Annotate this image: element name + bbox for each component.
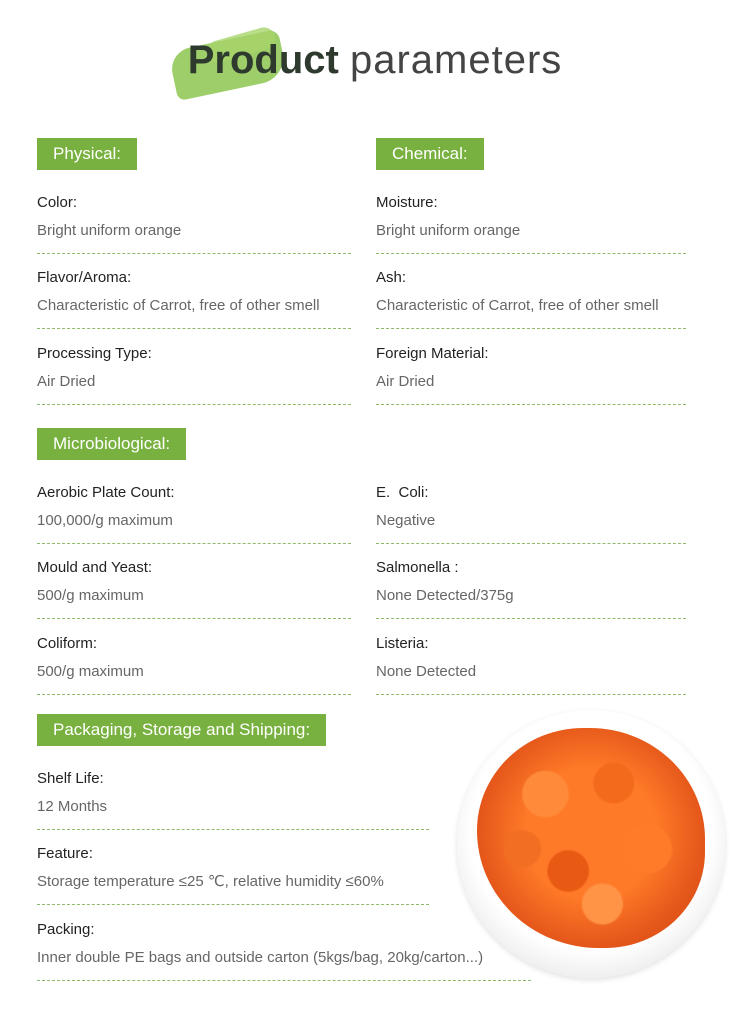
param-item [376, 193, 686, 254]
param-value: Characteristic of Carrot, free of other smell [376, 297, 659, 314]
param-item [37, 844, 429, 905]
param-value: Negative [376, 512, 436, 529]
dashed-divider [37, 543, 351, 544]
param-label: Color: [37, 194, 78, 211]
section-tag-microbiological: Microbiological: [37, 428, 186, 460]
param-item [37, 769, 429, 830]
param-value: Storage temperature ≤25 ℃, relative humidity ≤60% [37, 873, 384, 890]
section-tag-packaging: Packaging, Storage and Shipping: [37, 714, 326, 746]
section-tag-physical: Physical: [37, 138, 137, 170]
dashed-divider [376, 253, 686, 254]
param-label: Aerobic Plate Count: [37, 484, 175, 501]
param-value: Air Dried [376, 373, 435, 390]
param-label: Flavor/Aroma: [37, 269, 132, 286]
param-item [37, 268, 351, 329]
param-item [37, 558, 351, 619]
param-item [37, 920, 531, 981]
param-item [37, 483, 351, 544]
param-value: Bright uniform orange [37, 222, 182, 239]
param-value: None Detected [376, 663, 477, 680]
param-label: Mould and Yeast: [37, 559, 153, 576]
dashed-divider [37, 980, 531, 981]
page-title [0, 38, 750, 83]
param-item [376, 344, 686, 405]
param-value: 500/g maximum [37, 663, 144, 680]
param-item [37, 344, 351, 405]
param-label: Moisture: [376, 194, 438, 211]
param-value: Inner double PE bags and outside carton (5kgs/bag, 20kg/carton...) [37, 949, 484, 966]
param-value: 500/g maximum [37, 587, 144, 604]
section-tag-chemical: Chemical: [376, 138, 484, 170]
param-item [376, 268, 686, 329]
title-area [0, 32, 750, 102]
dashed-divider [37, 694, 351, 695]
param-item [37, 634, 351, 695]
param-value: Bright uniform orange [376, 222, 521, 239]
param-label: E. Coli: [376, 484, 429, 501]
param-item [376, 483, 686, 544]
dashed-divider [376, 404, 686, 405]
param-label: Feature: [37, 845, 93, 862]
page-title-light: parameters [349, 38, 563, 82]
dashed-divider [37, 618, 351, 619]
param-item [37, 193, 351, 254]
param-label: Ash: [376, 269, 407, 286]
dashed-divider [37, 253, 351, 254]
param-value: 12 Months [37, 798, 108, 815]
param-value: Air Dried [37, 373, 96, 390]
dashed-divider [376, 694, 686, 695]
dashed-divider [37, 904, 429, 905]
param-label: Foreign Material: [376, 345, 489, 362]
dashed-divider [37, 829, 429, 830]
param-value: None Detected/375g [376, 587, 514, 604]
param-label: Processing Type: [37, 345, 152, 362]
page-title-bold: Product [187, 38, 339, 82]
param-label: Coliform: [37, 635, 98, 652]
param-label: Listeria: [376, 635, 429, 652]
param-item [376, 634, 686, 695]
param-value: Characteristic of Carrot, free of other smell [37, 297, 320, 314]
dashed-divider [37, 404, 351, 405]
dashed-divider [376, 328, 686, 329]
param-value: 100,000/g maximum [37, 512, 173, 529]
param-label: Shelf Life: [37, 770, 104, 787]
dashed-divider [376, 618, 686, 619]
param-item [376, 558, 686, 619]
param-label: Packing: [37, 921, 95, 938]
param-label: Salmonella : [376, 559, 459, 576]
dashed-divider [37, 328, 351, 329]
dashed-divider [376, 543, 686, 544]
